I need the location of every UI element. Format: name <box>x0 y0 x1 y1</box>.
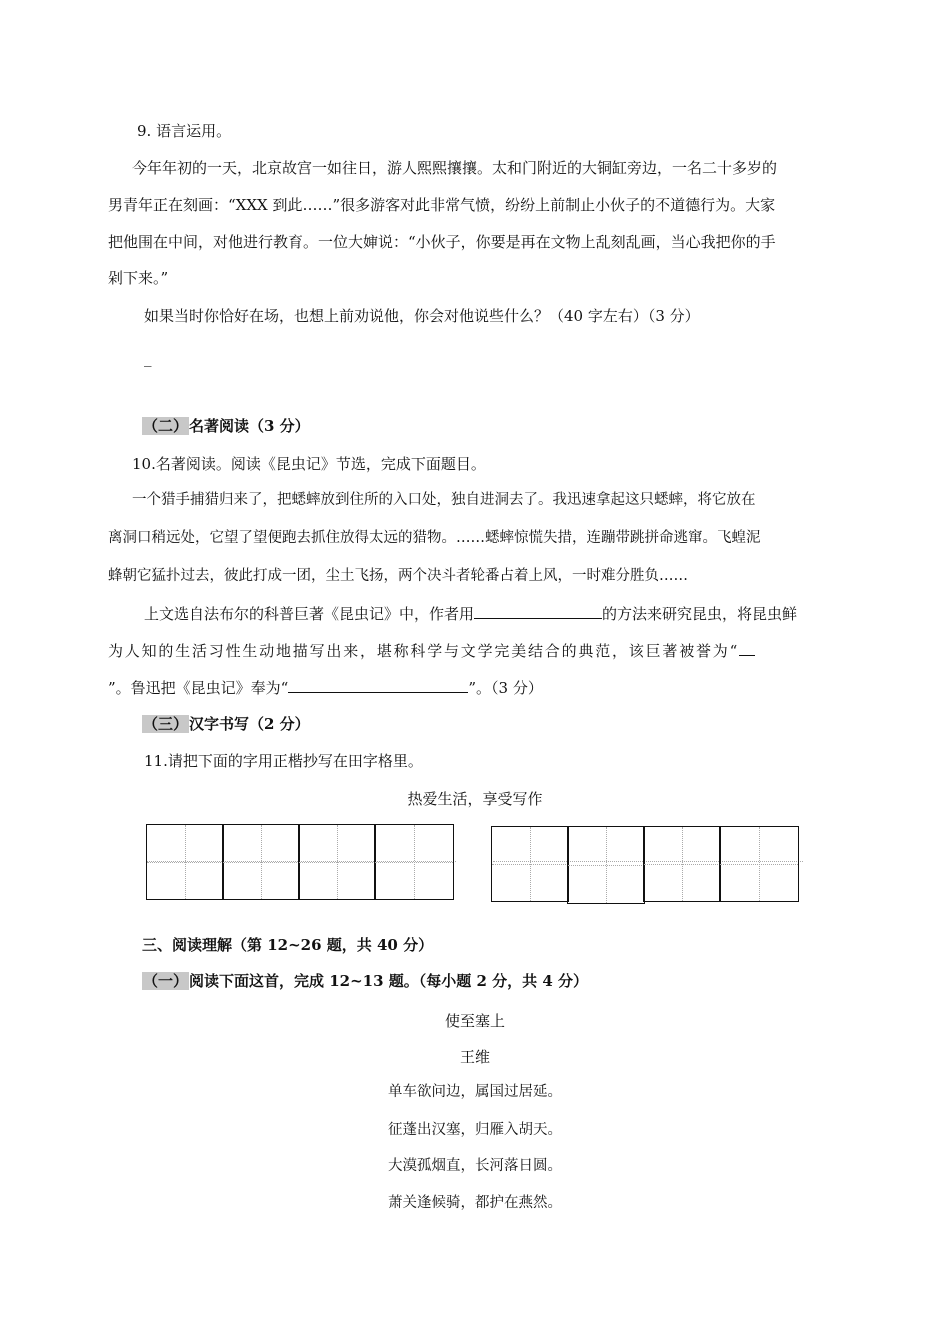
section-2-number: （二） <box>143 417 189 435</box>
q9-para-line-1: 今年年初的一天，北京故宫一如往日，游人熙熙攘攘。太和门附近的大铜缸旁边，一名二十多岁的 <box>132 159 778 177</box>
q10-excerpt-line-1: 一个猎手捕猎归来了，把蟋蟀放到住所的入口处，独自进洞去了。我迅速拿起这只蟋蟀，将它放在 <box>132 492 756 508</box>
section-3-heading <box>142 714 310 734</box>
part-3-heading <box>142 935 433 955</box>
tianzi-box[interactable] <box>146 824 224 900</box>
q10-excerpt-line-2: 离洞口稍远处，它望了望便跑去抓住放得太远的猎物。……蟋蟀惊慌失措，连蹦带跳拼命逃窜。飞蝗泥 <box>108 530 761 546</box>
q10-fill-c-pre: ”。鲁迅把《昆虫记》奉为“ <box>108 679 289 697</box>
q11-phrase: 热爱生活，享受写作 <box>407 790 543 808</box>
q10-fill-c-post: ”。（3 分） <box>468 679 543 697</box>
poem-line-1: 单车欲问边，属国过居延。 <box>388 1084 562 1100</box>
tianzi-box[interactable] <box>719 826 799 902</box>
q10-blank-method[interactable] <box>474 603 602 619</box>
section-2-title: 名著阅读（3 分） <box>189 417 310 435</box>
poem-title: 使至塞上 <box>444 1012 505 1030</box>
part-3-title: 阅读理解（第 12~26 题，共 40 分） <box>172 936 434 954</box>
poem-line-3: 大漠孤烟直，长河落日圆。 <box>388 1158 562 1174</box>
tianzi-box[interactable] <box>567 826 645 904</box>
q10-blank-title-start[interactable] <box>739 640 755 656</box>
section-2-heading <box>142 416 310 436</box>
q9-answer-mark: _ <box>144 349 152 367</box>
part-3-sub-title: 阅读下面这首，完成 12~13 题。（每小题 2 分，共 4 分） <box>189 972 589 990</box>
section-3-title: 汉字书写（2 分） <box>189 715 310 733</box>
q11-title: 11.请把下面的字用正楷抄写在田字格里。 <box>144 752 423 770</box>
tianzi-box[interactable] <box>222 824 300 900</box>
q10-fill-line-1 <box>144 603 797 624</box>
q9-para-line-4: 剁下来。” <box>108 269 169 287</box>
tianzi-box[interactable] <box>374 824 454 900</box>
tianzi-box[interactable] <box>298 824 376 900</box>
q10-fill-a-post: 的方法来研究昆虫，将昆虫鲜 <box>602 605 798 623</box>
poem-line-2: 征蓬出汉塞，归雁入胡天。 <box>388 1122 562 1138</box>
q9-question: 如果当时你恰好在场，也想上前劝说他，你会对他说些什么？（40 字左右）（3 分） <box>144 307 700 325</box>
q9-para-line-2: 男青年正在刻画：“XXX 到此……”很多游客对此非常气愤，纷纷上前制止小伙子的不道德行为。大家 <box>108 196 776 214</box>
q10-fill-b: 为人知的生活习性生动地描写出来，堪称科学与文学完美结合的典范，该巨著被誉为“ <box>108 642 740 660</box>
q10-blank-lu-xun[interactable] <box>288 677 468 693</box>
part-3-subheading <box>142 971 588 991</box>
section-3-number: （三） <box>143 715 189 733</box>
tianzi-box[interactable] <box>643 826 721 902</box>
poem-author: 王维 <box>459 1048 490 1066</box>
poem-line-4: 萧关逢候骑，都护在燕然。 <box>388 1195 562 1211</box>
part-3-number: 三、 <box>142 936 173 954</box>
q9-title: 9. 语言运用。 <box>137 122 232 140</box>
q10-title: 10.名著阅读。阅读《昆虫记》节选，完成下面题目。 <box>132 455 486 473</box>
part-3-sub-number: （一） <box>143 972 189 990</box>
tianzi-box[interactable] <box>491 826 569 902</box>
q9-para-line-3: 把他围在中间，对他进行教育。一位大婶说：“小伙子，你要是再在文物上乱刻乱画，当心我把你的手 <box>108 233 776 251</box>
q10-fill-line-3 <box>108 677 543 698</box>
q10-excerpt-line-3: 蜂朝它猛扑过去，彼此打成一团，尘土飞扬，两个决斗者轮番占着上风，一时难分胜负…… <box>108 568 688 584</box>
q10-fill-a-pre: 上文选自法布尔的科普巨著《昆虫记》中，作者用 <box>144 605 475 623</box>
q10-fill-line-2 <box>108 640 755 661</box>
